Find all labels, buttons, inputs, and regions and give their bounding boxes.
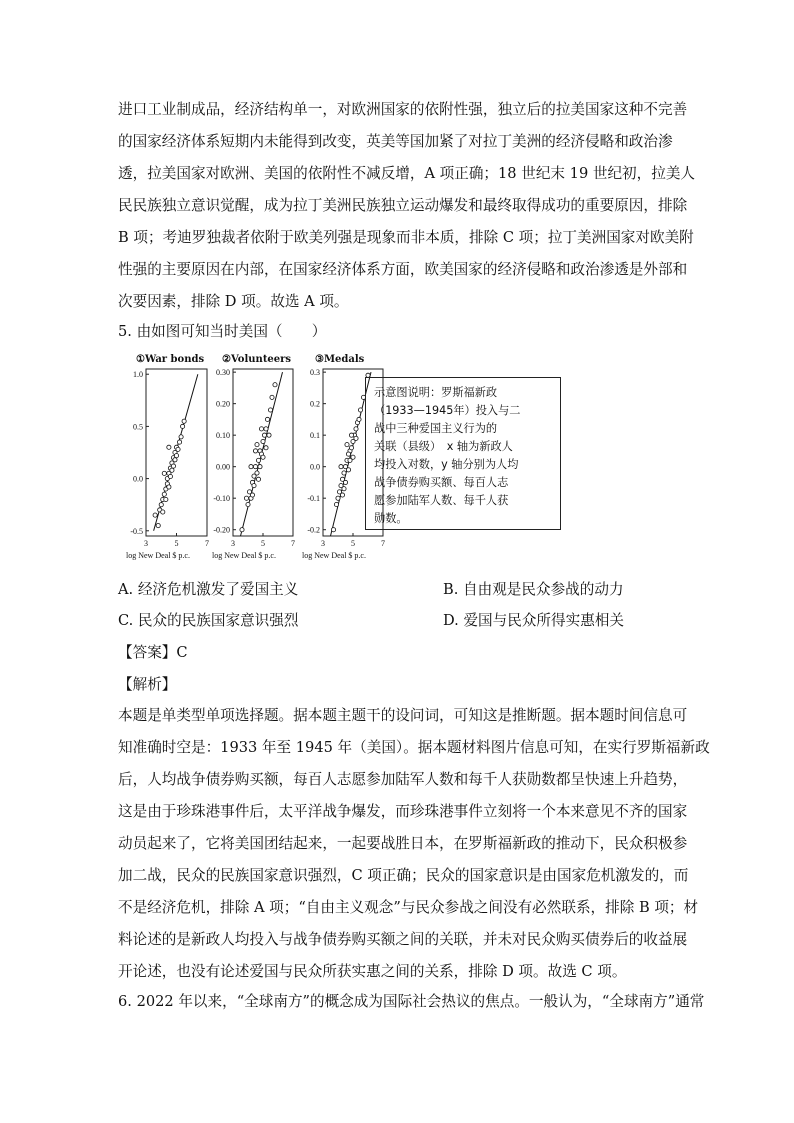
data-point	[357, 417, 361, 421]
note-line: 关联（县级） x 轴为新政人	[374, 440, 513, 453]
text-line: 这是由于珍珠港事件后，太平洋战争爆发，而珍珠港事件立刻将一个本来意见不齐的国家	[118, 803, 688, 820]
data-point	[165, 476, 169, 480]
data-point	[247, 490, 251, 494]
data-point	[176, 447, 180, 451]
data-point	[167, 471, 171, 475]
data-point	[167, 445, 171, 449]
data-point	[174, 454, 178, 458]
data-point	[342, 471, 346, 475]
data-point	[264, 446, 268, 450]
text-line: 加二战，民众的民族国家意识强烈，C 项正确；民众的国家意识是由国家危机激发的，而	[118, 867, 689, 884]
y-tick-label: 0.2	[310, 399, 320, 409]
data-point	[161, 510, 165, 514]
data-point	[179, 435, 183, 439]
chart-3-title: ③Medals	[315, 354, 365, 365]
data-point	[336, 496, 340, 500]
data-point	[258, 449, 262, 453]
data-point	[244, 496, 248, 500]
note-line: 愿参加陆军人数、每千人获	[374, 494, 509, 507]
data-point	[270, 395, 274, 399]
x-tick-label: 3	[321, 539, 325, 548]
data-point	[249, 496, 253, 500]
y-tick-label: 0.20	[216, 399, 230, 409]
text-line: 动员起来了，它将美国团结起来，一起要战胜日本，在罗斯福新政的推动下，民众积极参	[118, 835, 688, 852]
data-point	[259, 427, 263, 431]
x-tick-label: 7	[381, 539, 385, 548]
text-line: 料论述的是新政人均投入与战争债券购买额之间的关联，并未对民众购买债券后的收益展	[118, 931, 688, 948]
note-line: 战争债券购买额、每百人志	[374, 476, 509, 489]
y-tick-label: -0.5	[130, 526, 143, 536]
x-tick-label: 3	[144, 539, 148, 548]
text-line: B 项；考迪罗独裁者依附于欧美列强是现象而非本质，排除 C 项；拉丁美洲国家对欧美附	[118, 229, 694, 246]
data-point	[170, 468, 174, 472]
text-line: 的国家经济体系短期内未能得到改变，英美等国加紧了对拉丁美洲的经济侵略和政治渗	[118, 133, 673, 150]
x-tick-label: 7	[291, 539, 295, 548]
data-point	[173, 458, 177, 462]
chart-2-title: ②Volunteers	[222, 354, 292, 365]
data-point	[264, 427, 268, 431]
data-point	[261, 455, 265, 459]
answer: 【答案】C	[118, 644, 188, 661]
chart-3-xlabel: log New Deal $ p.c.	[302, 551, 366, 560]
question-6-stem: 6. 2022 年以来，“全球南方”的概念成为国际社会热议的焦点。一般认为，“全球南方”通常	[118, 993, 705, 1010]
data-point	[349, 433, 353, 437]
chart-2-frame	[233, 369, 293, 536]
note-line: 战中三种爱国主义行为的	[374, 422, 498, 435]
data-point	[253, 465, 257, 469]
data-point	[256, 477, 260, 481]
data-point	[339, 465, 343, 469]
option-d: D. 爱国与民众所得实惠相关	[443, 612, 624, 629]
chart-1-title: ①War bonds	[136, 354, 205, 365]
data-point	[268, 408, 272, 412]
y-tick-label: 0.30	[216, 368, 230, 378]
text-line: 民民族独立意识觉醒，成为拉丁美洲民族独立运动爆发和最终取得成功的重要原因，排除	[118, 197, 688, 214]
data-point	[331, 528, 335, 532]
note-line: 示意图说明：罗斯福新政	[374, 386, 498, 399]
data-point	[240, 528, 244, 532]
text-line: 性强的主要原因在内部，在国家经济体系方面，欧美国家的经济侵略和政治渗透是外部和	[118, 261, 688, 278]
data-point	[343, 480, 347, 484]
data-point	[340, 477, 344, 481]
chart-1-frame	[146, 369, 207, 536]
figure-note-box	[365, 377, 561, 530]
data-point	[352, 433, 356, 437]
y-tick-label: 0.0	[310, 462, 320, 472]
data-point	[170, 461, 174, 465]
data-point	[167, 485, 171, 489]
data-point	[255, 443, 259, 447]
data-point	[173, 450, 177, 454]
y-tick-label: -0.10	[213, 494, 230, 504]
data-point	[181, 424, 185, 428]
data-point	[250, 493, 254, 497]
text-line: 知准确时空是：1933 年至 1945 年（美国）。据本题材料图片信息可知，在实行罗斯福新政	[118, 739, 710, 756]
x-tick-label: 3	[231, 539, 235, 548]
y-tick-label: 0.0	[133, 474, 143, 484]
data-point	[339, 483, 343, 487]
data-point	[348, 458, 352, 462]
option-a: A. 经济危机激发了爱国主义	[118, 581, 299, 598]
data-point	[267, 433, 271, 437]
data-point	[337, 490, 341, 494]
data-point	[262, 433, 266, 437]
y-tick-label: -0.1	[307, 494, 320, 504]
y-tick-label: -0.20	[213, 525, 230, 535]
data-point	[252, 483, 256, 487]
data-point	[171, 464, 175, 468]
y-tick-label: 0.5	[133, 422, 143, 432]
data-point	[351, 439, 355, 443]
note-line: 勋数。	[374, 512, 408, 525]
data-point	[256, 458, 260, 462]
text-line: 后，人均战争债券购买额，每百人志愿参加陆军人数和每千人获勋数都呈快速上升趋势，	[118, 771, 688, 788]
data-point	[168, 466, 172, 470]
y-tick-label: -0.2	[307, 525, 320, 535]
data-point	[346, 452, 350, 456]
data-point	[162, 471, 166, 475]
text-line: 开论述，也没有论述爱国与民众所获实惠之间的关系，排除 D 项。故选 C 项。	[118, 963, 627, 980]
data-point	[249, 465, 253, 469]
data-point	[258, 465, 262, 469]
y-tick-label: 0.00	[216, 462, 230, 472]
data-point	[265, 417, 269, 421]
text-line: 次要因素，排除 D 项。故选 A 项。	[118, 293, 349, 310]
data-point	[343, 465, 347, 469]
data-point	[273, 383, 277, 387]
note-line: （1933—1945年）投入与二	[374, 404, 521, 417]
data-point	[354, 427, 358, 431]
text-line: 进口工业制成品，经济结构单一，对欧洲国家的依附性强，独立后的拉美国家这种不完善	[118, 101, 688, 118]
fit-line	[241, 372, 283, 536]
question-5-stem: 5. 由如图可知当时美国（ ）	[118, 323, 327, 340]
data-point	[182, 419, 186, 423]
analysis-heading: 【解析】	[118, 676, 177, 693]
data-point	[164, 497, 168, 501]
chart-2-xlabel: log New Deal $ p.c.	[212, 551, 276, 560]
text-line: 透，拉美国家对欧洲、美国的依附性不减反增，A 项正确；18 世纪末 19 世纪初，拉美人	[118, 165, 696, 182]
data-point	[346, 468, 350, 472]
data-point	[345, 443, 349, 447]
data-point	[174, 445, 178, 449]
y-tick-label: 0.3	[310, 368, 320, 378]
y-tick-label: 0.1	[310, 431, 320, 441]
data-point	[252, 474, 256, 478]
data-point	[158, 508, 162, 512]
data-point	[355, 420, 359, 424]
data-point	[340, 493, 344, 497]
data-point	[348, 449, 352, 453]
data-point	[342, 487, 346, 491]
data-point	[177, 440, 181, 444]
fit-line	[154, 374, 198, 531]
data-point	[253, 449, 257, 453]
text-line: 不是经济危机，排除 A 项；“自由主义观念”与民众参战之间没有必然联系，排除 B 项；材	[118, 899, 699, 916]
data-point	[165, 482, 169, 486]
y-tick-label: 1.0	[133, 370, 143, 380]
x-tick-label: 5	[174, 539, 179, 548]
data-point	[162, 492, 166, 496]
text-line: 本题是单类型单项选择题。据本题主题干的设问词，可知这是推断题。据本题时间信息可	[118, 707, 688, 724]
data-point	[255, 471, 259, 475]
x-tick-label: 7	[205, 539, 209, 548]
data-point	[259, 452, 263, 456]
data-point	[334, 502, 338, 506]
data-point	[159, 503, 163, 507]
data-point	[349, 446, 353, 450]
data-point	[168, 474, 172, 478]
x-tick-label: 5	[351, 539, 355, 548]
x-tick-label: 5	[261, 539, 265, 548]
y-tick-label: 0.10	[216, 431, 230, 441]
data-point	[351, 455, 355, 459]
data-point	[171, 456, 175, 460]
data-point	[345, 458, 349, 462]
data-point	[161, 497, 165, 501]
data-point	[358, 408, 362, 412]
data-point	[156, 523, 160, 527]
data-point	[246, 502, 250, 506]
data-point	[164, 487, 168, 491]
data-point	[261, 439, 265, 443]
option-b: B. 自由观是民众参战的动力	[443, 581, 624, 598]
data-point	[354, 436, 358, 440]
note-line: 均投入对数，y 轴分别为人均	[374, 458, 519, 471]
data-point	[250, 480, 254, 484]
data-point	[153, 513, 157, 517]
option-c: C. 民众的民族国家意识强烈	[118, 612, 299, 629]
chart-1-xlabel: log New Deal $ p.c.	[126, 551, 190, 560]
